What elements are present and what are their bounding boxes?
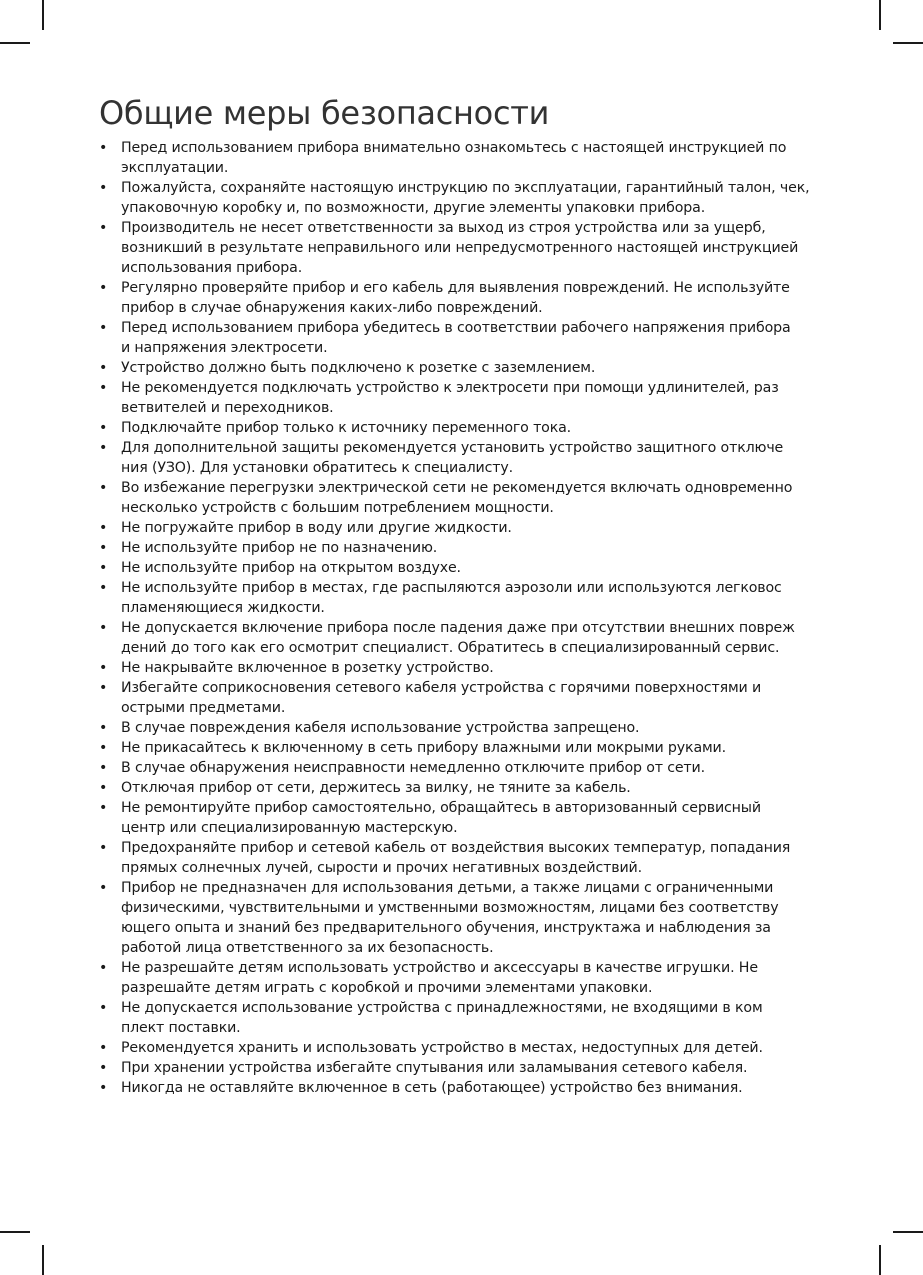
- list-item-line: • Избегайте соприкосновения сетевого кабеля устройства с горячими поверхностями и: [121, 680, 762, 696]
- list-item: [99, 378, 829, 418]
- list-item: [99, 438, 829, 478]
- list-item-line: • Регулярно проверяйте прибор и его кабель для выявления повреждений. Не используйте: [121, 280, 790, 296]
- list-item-line: ния (УЗО). Для установки обратитесь к специалисту.: [121, 460, 514, 476]
- list-item-line: возникший в результате неправильного или непредусмотренного настоящей инструкцией: [121, 240, 799, 256]
- list-item-line: эксплуатации.: [121, 160, 229, 176]
- list-item: [99, 738, 829, 758]
- list-item-line: • Устройство должно быть подключено к розетке с заземлением.: [121, 360, 596, 376]
- list-item: [99, 478, 829, 518]
- list-item-line: несколько устройств с большим потреблением мощности.: [121, 500, 554, 516]
- crop-mark-top-right-horizontal: [893, 42, 923, 44]
- list-item-line: • Не ремонтируйте прибор самостоятельно, обращайтесь в авторизованный сервисный: [121, 800, 761, 816]
- list-item-line: • Не используйте прибор в местах, где распыляются аэрозоли или используются легковос: [121, 580, 782, 596]
- crop-mark-top-right-vertical: [879, 0, 881, 30]
- list-item-line: пламеняющиеся жидкости.: [121, 600, 325, 616]
- list-item-line: разрешайте детям играть с коробкой и прочими элементами упаковки.: [121, 980, 653, 996]
- list-item-line: • Предохраняйте прибор и сетевой кабель от воздействия высоких температур, попадания: [121, 840, 791, 856]
- list-item-line: • Во избежание перегрузки электрической сети не рекомендуется включать одновременно: [121, 480, 793, 496]
- crop-mark-bottom-left-vertical: [42, 1245, 44, 1275]
- list-item-line: • Не допускается использование устройства с принадлежностями, не входящими в ком: [121, 1000, 763, 1016]
- list-item: [99, 718, 829, 738]
- list-item: [99, 578, 829, 618]
- list-item: [99, 618, 829, 658]
- crop-mark-top-left-vertical: [42, 0, 44, 30]
- list-item: [99, 798, 829, 838]
- list-item-line: физическими, чувствительными и умственными возможностям, лицами без соответству: [121, 900, 779, 916]
- list-item-line: • Не прикасайтесь к включенному в сеть прибору влажными или мокрыми руками.: [121, 740, 726, 756]
- list-item: [99, 218, 829, 278]
- list-item-line: • Не используйте прибор на открытом воздухе.: [121, 560, 461, 576]
- list-item-line: острыми предметами.: [121, 700, 286, 716]
- list-item: [99, 278, 829, 318]
- list-item: [99, 998, 829, 1038]
- list-item: [99, 318, 829, 358]
- list-item: [99, 538, 829, 558]
- list-item-line: использования прибора.: [121, 260, 303, 276]
- list-item-line: • Не накрывайте включенное в розетку устройство.: [121, 660, 494, 676]
- list-item-line: • Не разрешайте детям использовать устройство и аксессуары в качестве игрушки. Не: [121, 960, 758, 976]
- list-item-line: дений до того как его осмотрит специалист. Обратитесь в специализированный сервис.: [121, 640, 780, 656]
- list-item-line: • Не рекомендуется подключать устройство к электросети при помощи удлинителей, раз: [121, 380, 779, 396]
- list-item: [99, 658, 829, 678]
- list-item-line: • Пожалуйста, сохраняйте настоящую инструкцию по эксплуатации, гарантийный талон, чек,: [121, 180, 810, 196]
- list-item-line: плект поставки.: [121, 1020, 241, 1036]
- list-item-line: и напряжения электросети.: [121, 340, 328, 356]
- list-item-line: • Подключайте прибор только к источнику переменного тока.: [121, 420, 572, 436]
- list-item: [99, 358, 829, 378]
- list-item-line: ветвителей и переходников.: [121, 400, 334, 416]
- list-item-line: прибор в случае обнаружения каких-либо повреждений.: [121, 300, 543, 316]
- safety-list: [99, 138, 829, 1098]
- list-item: [99, 838, 829, 878]
- list-item: [99, 1038, 829, 1058]
- list-item-line: • Отключая прибор от сети, держитесь за вилку, не тяните за кабель.: [121, 780, 631, 796]
- list-item: [99, 778, 829, 798]
- list-item-line: • Прибор не предназначен для использования детьми, а также лицами с ограниченными: [121, 880, 774, 896]
- page-title: Общие меры безопасности: [99, 94, 550, 132]
- list-item: [99, 418, 829, 438]
- list-item-line: ющего опыта и знаний без предварительного обучения, инструктажа и наблюдения за: [121, 920, 771, 936]
- list-item-line: • Не используйте прибор не по назначению.: [121, 540, 438, 556]
- list-item-line: • Не допускается включение прибора после падения даже при отсутствии внешних повреж: [121, 620, 795, 636]
- list-item: [99, 138, 829, 178]
- list-item: [99, 878, 829, 958]
- list-item-line: центр или специализированную мастерскую.: [121, 820, 458, 836]
- list-item-line: • Не погружайте прибор в воду или другие жидкости.: [121, 520, 512, 536]
- list-item: [99, 178, 829, 218]
- list-item-line: • Производитель не несет ответственности за выход из строя устройства или за ущерб,: [121, 220, 766, 236]
- crop-mark-bottom-left-horizontal: [0, 1231, 30, 1233]
- list-item-line: • Рекомендуется хранить и использовать устройство в местах, недоступных для детей.: [121, 1040, 763, 1056]
- list-item-line: • При хранении устройства избегайте спутывания или заламывания сетевого кабеля.: [121, 1060, 748, 1076]
- list-item-line: работой лица ответственного за их безопасность.: [121, 940, 494, 956]
- list-item-line: • Перед использованием прибора внимательно ознакомьтесь с настоящей инструкцией по: [121, 140, 787, 156]
- list-item: [99, 518, 829, 538]
- list-item-line: • Перед использованием прибора убедитесь в соответствии рабочего напряжения прибора: [121, 320, 791, 336]
- list-item: [99, 1058, 829, 1078]
- list-item: [99, 1078, 829, 1098]
- list-item-line: прямых солнечных лучей, сырости и прочих негативных воздействий.: [121, 860, 642, 876]
- list-item: [99, 758, 829, 778]
- list-item-line: • Никогда не оставляйте включенное в сеть (работающее) устройство без внимания.: [121, 1080, 743, 1096]
- crop-mark-bottom-right-vertical: [879, 1245, 881, 1275]
- list-item-line: • В случае обнаружения неисправности немедленно отключите прибор от сети.: [121, 760, 705, 776]
- crop-mark-bottom-right-horizontal: [893, 1231, 923, 1233]
- list-item-line: • Для дополнительной защиты рекомендуется установить устройство защитного отключе: [121, 440, 784, 456]
- crop-mark-top-left-horizontal: [0, 42, 30, 44]
- list-item: [99, 958, 829, 998]
- list-item: [99, 558, 829, 578]
- list-item-line: • В случае повреждения кабеля использование устройства запрещено.: [121, 720, 640, 736]
- list-item: [99, 678, 829, 718]
- list-item-line: упаковочную коробку и, по возможности, другие элементы упаковки прибора.: [121, 200, 706, 216]
